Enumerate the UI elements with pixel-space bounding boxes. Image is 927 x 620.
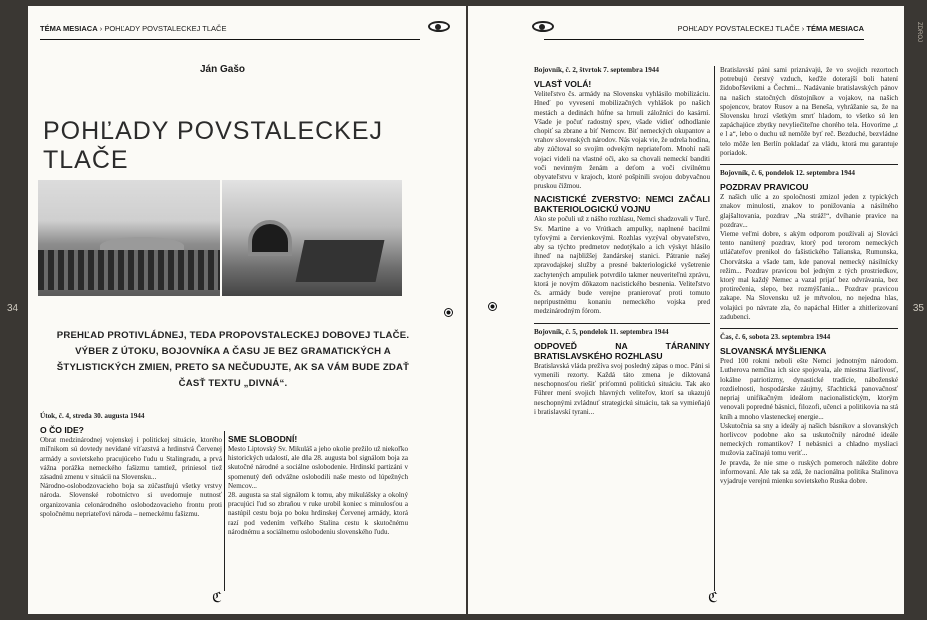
article-text: 28. augusta sa stal signálom k tomu, aby mikulášsky a okolný pracujúci ľud so zbraňou v ruke urobil koniec s minulosťou a nastúpil cestu boja po boku hrdinskej Červenej armády, ktorá razí pod vedením veľkého Stalina cestu k skutočnému národnému a sociálnemu oslobodeniu slovenského ľudu. bbox=[228, 491, 408, 536]
section-label: TÉMA MESIACA bbox=[40, 24, 98, 33]
issue-date: Bojovník, č. 5, pondelok 11. septembra 1944 bbox=[534, 327, 669, 336]
article-heading: O ČO IDE? bbox=[40, 425, 84, 436]
issue-date: Útok, č. 4, streda 30. augusta 1944 bbox=[40, 412, 145, 420]
article-heading: SLOVANSKÁ MYŠLIENKA bbox=[720, 346, 827, 357]
article-text: Uskutočnia sa sny a ideály aj našich básnikov a slovanských horlivcov podobne ako sa uskutočnily národné ideále nemeckých romantikov? I nebásnici a chladno mysliaci mužovia začínajú tomu veriť... bbox=[720, 421, 898, 458]
article-text: Je pravda, že nie sme o ruských pomeroch náležite dobre informovaní. Ale tak sa zdá, že nacionálna politika Stalinova vyjadruje verejnú mienku sovietskeho Ruska dobre. bbox=[720, 458, 898, 485]
registration-mark bbox=[488, 302, 497, 311]
side-label: ZDROJ bbox=[916, 22, 922, 42]
right-page bbox=[468, 6, 904, 614]
article-text: Národno-oslobodzovacieho boja sa zúčastňujú všetky vrstvy národa. Slovenské robotníctvo si uvedomuje nutnosť organizovania celonárodného oslobodzovacieho frontu proti spoločnému nepriateľovi národa – nemeckému fašizmu. bbox=[40, 482, 222, 518]
left-page bbox=[28, 6, 466, 614]
right-column-2 bbox=[720, 66, 898, 486]
article-text: Mesto Liptovský Sv. Mikuláš a jeho okolie prežilo už niekoľko historických udalostí, ale dňa 28. augusta bol signálom boja za skutočné národné a sociálne oslobodenie. Hrdinskí partizáni v spomenutý deň odvážne oslobodili naše mesto od lúpežných Nemcov... bbox=[228, 445, 408, 490]
page-number-left: 34 bbox=[7, 303, 19, 314]
article-text: Vieme veľmi dobre, s akým odporom používali aj Slováci tento nanútený pozdrav, ktorý pod terorom nemeckých utláčateľov prenikol do fašistického Talianska, Rumunska, Chorvátska a všade tam, kde panoval nemecký násilnícky režim... Pozdrav pravicou bol jedným z tých prostriedkov, ktorý mal každý Nemec a vazal prijať bez odvrávania, bez protirečenia, slepo, bez rozmýšľania... Pozdrav pravicou zakape. Na Slovensku už je mŕtvolou, no nejedna hlas, volajúci po návrate zla, čo napáchal Hitler a zhitlerizovaní zadubenci. bbox=[720, 230, 898, 321]
column-divider bbox=[224, 431, 225, 591]
article-heading: SME SLOBODNÍ! bbox=[228, 434, 298, 444]
article-text: Veliteľstvo čs. armády na Slovensku vyhlásilo mobilizáciu. Hneď po vyvesení mobilizačných vyhlášok po našich mestách a dedinách húfne sa hrnuli záložníci do kasární. Všade je počuť radostný spev, všade vidieť odhodlanie chopiť sa zbrane a biť Nemcov. Biť nemeckých okupantov a vrahov slovenských národov. Nás vojak vie, že udrela hodina, aby zúčtoval so svojím odvekým nepriateľom. Mnohí naši vojaci videli na vlastné oči, ako sa chovali nemeckí banditi voči nevinným ženám a deťom a voči civilnému obyvateľstvu v krajoch, ktoré pošpinili svojou dobyvačnou pruskou čižmou. bbox=[534, 90, 710, 191]
eye-icon bbox=[428, 21, 450, 32]
divider bbox=[720, 328, 898, 329]
header-topic: POHĽADY POVSTALECKEJ TLAČE bbox=[104, 24, 227, 33]
article-text: Pred 100 rokmi neboli ešte Nemci jednotným národom. Lutherova nemčina ich sice spojovala, ale miestna žiarlivosť, lokálne patriotizmy, dynastické tradície, náboženské rozdielnosti, hospodárske záujmy, šľachtická panovačnosť nepriaj unifikačným ideálom nacionalistickým, ktorým venovali popredné básnici, filozofi, učenci a politikovia na stá kníh a mnoho vlasteneckej energie... bbox=[720, 357, 898, 421]
photo-armored-train bbox=[222, 180, 402, 296]
author-name: Ján Gašo bbox=[200, 64, 246, 75]
article-text: Z našich ulíc a zo spoločnosti zmizol jeden z typických znakov minulosti, znakov to ponižovania a násilného glajšaltovania, pozdrav „Na stráž!“, dvíhanie pravice na pozdrav... bbox=[720, 193, 898, 229]
article-text: Bratislavská vláda prežíva svoj posledný zápas o moc. Páni si vymenili rezorty. Každá táto zmena je diktovaná neschopnosťou riešiť priťomnú politickú situáciu. Tak ako Führer mení svojich hlavných veliteľov, ktorí sa ukazujú neschopnými zvládnuť strategickú situáciu, tak sa vymieňajú i bratislavskí tyrani... bbox=[534, 361, 710, 416]
left-page-header bbox=[40, 24, 420, 40]
left-column-1 bbox=[40, 412, 222, 519]
lead-paragraph: PREHĽAD PROTIVLÁDNEJ, TEDA PROPOVSTALECKEJ DOBOVEJ TLAČE. VÝBER Z ÚTOKU, BOJOVNÍKA A ČASU JE BEZ GRAMATICKÝCH A ŠTYLISTICKÝCH ZMIEN, PRETO SA NEČUDUJTE, AK SA VÁM BUDE ZDAŤ ČASŤ TEXTU „DIVNÁ“. bbox=[56, 330, 410, 389]
photo-soldiers bbox=[38, 180, 220, 296]
left-column-2 bbox=[228, 431, 408, 537]
article-heading: ODPOVEĎ NA TÁRANINY BRATISLAVSKÉHO ROZHLASU bbox=[534, 340, 710, 361]
header-separator: › bbox=[799, 24, 807, 33]
article-text: Ako ste počuli už z nášho rozhlasu, Nemci shadzovali v Turč. Sv. Martine a vo Vrútkach ampulky, naplnené bacilmi tyfovými a červienkovými. Rozhlas vyzýval obyvateľstvo, aby sa týchto predmetov nedotýkalo a ich výskyt hlásilo ihneď na najbližšej žandárskej stanici. Pátranie našej zpravodajskej služby a presné bakteriologické vyšetrenie zachytených ampuliek potvrdilo takmer neuveriteľnú zprávu, ktorá je novým dôkazom nacistického besnenia. Veliteľstvo čs. armády bude verejne pranierovať proti tomuto nepripustnému konaniu nemeckého vojska pred medzinárodným fórom. bbox=[534, 215, 710, 316]
issue-date: Čas, č. 6, sobota 23. septembra 1944 bbox=[720, 333, 831, 342]
header-topic: POHĽADY POVSTALECKEJ TLAČE bbox=[677, 24, 800, 33]
footer-logo: ℭ bbox=[212, 590, 222, 606]
article-heading: NACISTICKÉ ZVERSTVO: NEMCI ZAČALI BAKTERIOLOGICKÚ VOJNU bbox=[534, 194, 710, 215]
page-number-right: 35 bbox=[912, 303, 924, 314]
section-label: TÉMA MESIACA bbox=[806, 24, 864, 33]
right-page-header bbox=[544, 24, 864, 40]
header-separator: › bbox=[97, 24, 105, 33]
right-column-1 bbox=[534, 66, 710, 417]
article-heading: VLASŤ VOLÁ! bbox=[534, 79, 592, 90]
article-text: Bratislavskí páni sami priznávajú, že vo svojich rezortoch potrebujú čerstvý vzduch, keďže doterajší boli hatení židoboľševikmi a Čechmi... Nadávanie bratislavských pánov na našich statočných dôstojníkov a vojakov, na našich spojencov, bratov Rusov a na Beneša, vyhrážanie sa, že na Slovensku hrozí všetkým smrť hladom, to všetko sú len zapáchajúce zbytky nevyliečiteľne chorého tela. Hovoríme „t e l a“, lebo o duchu už nemôže byť reč. Bezduché, bezvládne telo môže len Berlín pokladať za vládu, ktorá mu garantuje poriadok. bbox=[720, 66, 898, 157]
divider bbox=[720, 164, 898, 165]
issue-date: Bojovník, č. 2, štvrtok 7. septembra 1944 bbox=[534, 66, 659, 74]
registration-mark bbox=[444, 308, 453, 317]
issue-date: Bojovník, č. 6, pondelok 12. septembra 1944 bbox=[720, 169, 855, 178]
article-title: POHĽADY POVSTALECKEJ TLAČE bbox=[43, 117, 384, 174]
divider bbox=[534, 323, 710, 324]
column-divider bbox=[714, 66, 715, 591]
footer-logo: ℭ bbox=[708, 590, 718, 606]
article-heading: POZDRAV PRAVICOU bbox=[720, 182, 809, 193]
article-text: Obrat medzinárodnej vojenskej i politickej situácie, ktorého míľnikom sú dovtedy nevídané víťazstvá a hrdinstvá Červenej armády a sovietskeho pracujúceho ľudu u Stalingradu, a prvá vážna porážka nemeckého fašizmu tamtiež, priniesol tiež zásadnú zmenu v situácii na Slovensku... bbox=[40, 436, 222, 482]
